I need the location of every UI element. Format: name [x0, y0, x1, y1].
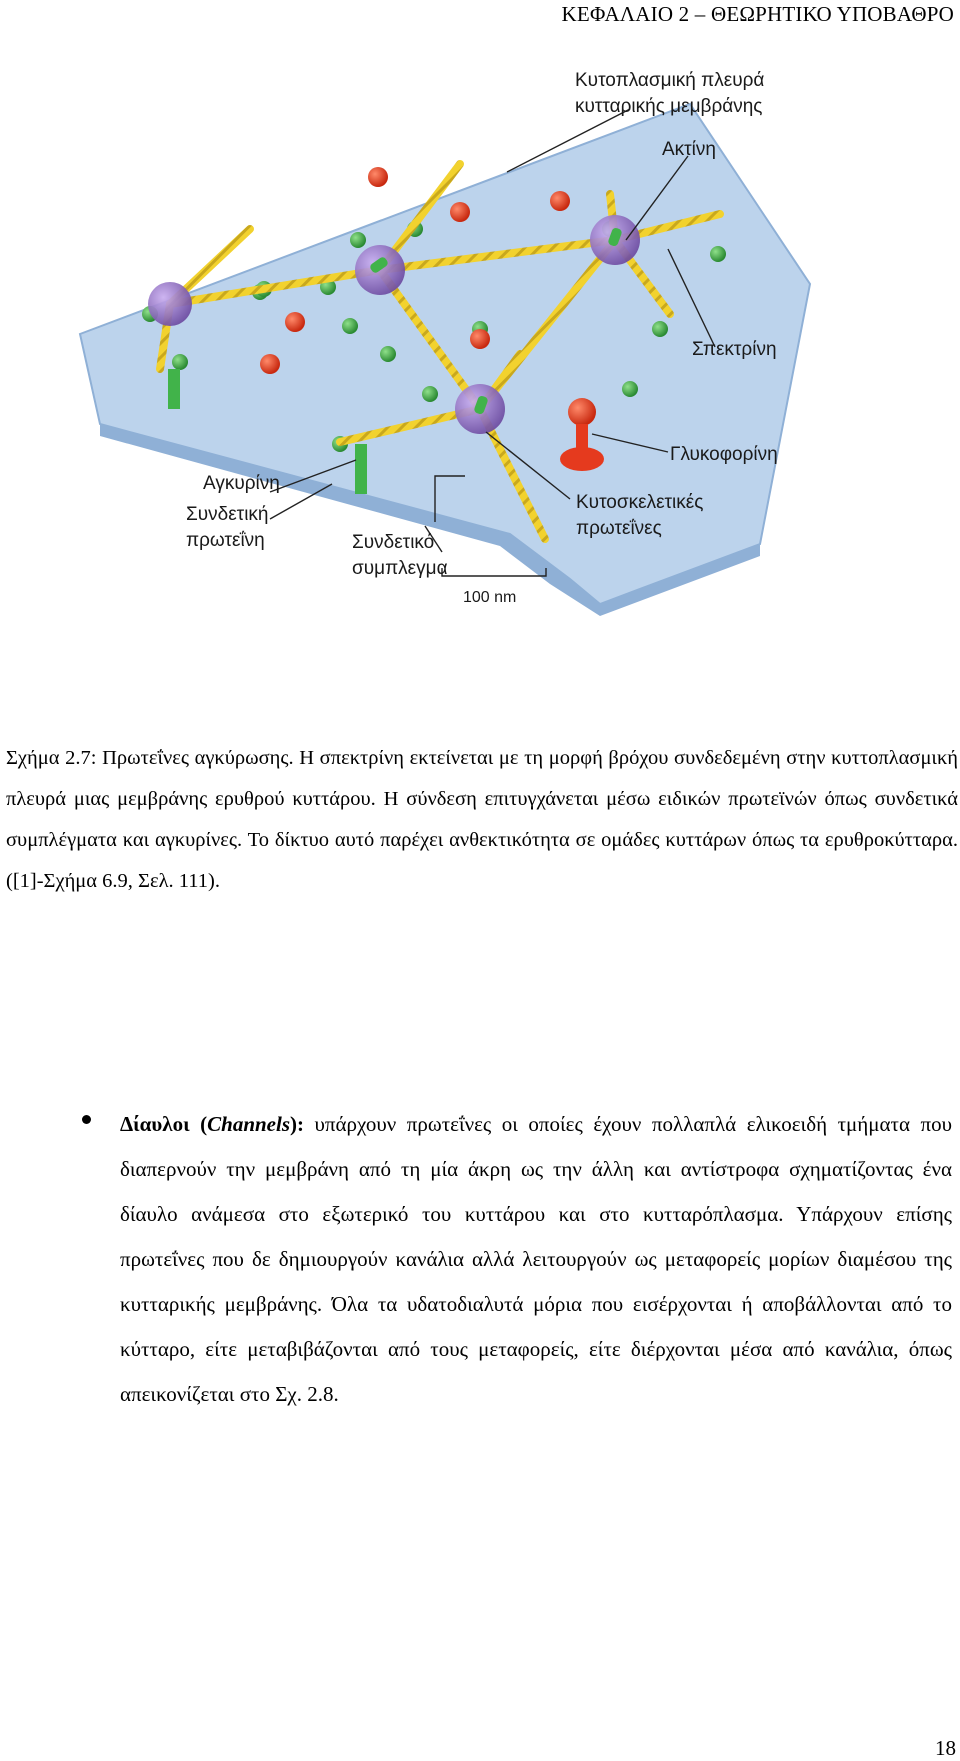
bullet-paragraph	[120, 1102, 952, 1417]
figure-caption: Σχήμα 2.7: Πρωτεΐνες αγκύρωσης. Η σπεκτρίνη εκτείνεται με τη μορφή βρόχου συνδεδεμένη στην κυττοπλασμική πλευρά μιας μεμβράνης ερυθρού κυττάρου. Η σύνδεση επιτυγχάνεται μέσω ειδικών πρωτεϊνών όπως συνδετικά συμπλέγματα και αγκυρίνες. Το δίκτυο αυτό παρέχει ανθεκτικότητα σε ομάδες κυττάρων όπως τα ερυθροκύτταρα. ([1]-Σχήμα 6.9, Σελ. 111).	[6, 747, 958, 892]
label-ankyrin: Αγκυρίνη	[203, 473, 280, 494]
label-cytoplasmic-side-2: κυτταρικής μεμβράνης	[575, 96, 763, 117]
membrane-figure	[70, 64, 890, 684]
label-linker-protein-2: πρωτεΐνη	[186, 530, 265, 551]
label-spectrin: Σπεκτρίνη	[692, 339, 777, 360]
bullet-term-close: ):	[290, 1112, 305, 1136]
bullet-body: υπάρχουν πρωτεΐνες οι οποίες έχουν πολλαπλά ελικοειδή τμήματα που διαπερνούν την μεμβράνη από τη μία άκρη ως την άλλη και αντίστροφα σχηματίζοντας ένα δίαυλο ανάμεσα στο εξωτερικό του κυττάρου και στο κυτταρόπλασμα. Υπάρχουν επίσης πρωτεΐνες που δε δημιουργούν κανάλια αλλά λειτουργούν ως μεταφορείς μορίων διαμέσου της κυτταρικής μεμβράνης. Όλα τα υδατοδιαλυτά μόρια που εισέρχονται ή αποβάλλονται από το κύτταρο, είτε μεταβιβάζονται από τους μεταφορείς, είτε διέρχονται μέσα από κανάλια, όπως απεικονίζεται στο Σχ. 2.8.	[120, 1112, 952, 1406]
running-header: ΚΕΦΑΛΑΙΟ 2 – ΘΕΩΡΗΤΙΚΟ ΥΠΟΒΑΘΡΟ	[561, 2, 954, 26]
label-junctional-complex-1: Συνδετικό	[352, 532, 435, 553]
bullet-term: Δίαυλοι	[120, 1112, 190, 1136]
label-glycophorin: Γλυκοφορίνη	[670, 444, 778, 465]
label-actin: Ακτίνη	[662, 139, 716, 160]
bullet-dot	[82, 1115, 91, 1124]
label-cytoplasmic-side-1: Κυτοπλασμική πλευρά	[575, 70, 765, 91]
bullet-term-open: (	[189, 1112, 208, 1136]
label-cytoskeletal-1: Κυτοσκελετικές	[576, 492, 704, 513]
label-cytoskeletal-2: πρωτεΐνες	[576, 518, 662, 539]
label-junctional-complex-2: συμπλεγμα	[352, 558, 448, 579]
page-number: 18	[935, 1736, 956, 1760]
channels-bullet	[90, 1102, 952, 1417]
label-linker-protein-1: Συνδετική	[186, 504, 269, 525]
bullet-term-en: Channels	[207, 1112, 291, 1136]
scale-bar-label: 100 nm	[463, 589, 517, 606]
